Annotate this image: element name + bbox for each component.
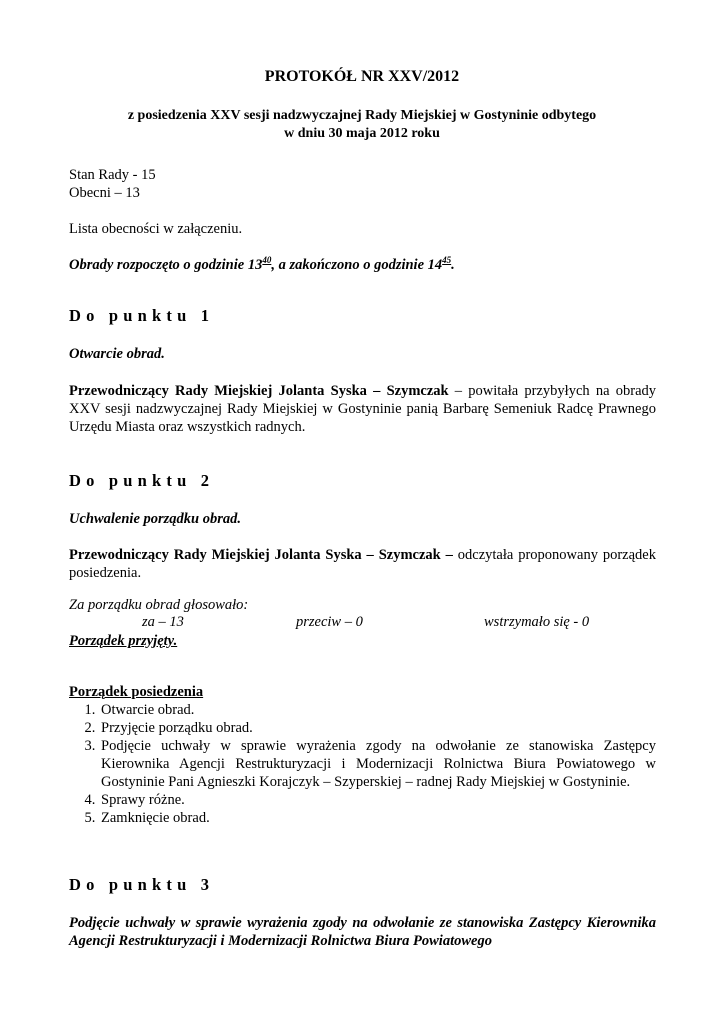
punkt-1-paragraph bbox=[69, 382, 656, 436]
punkt-2-paragraph bbox=[69, 546, 656, 582]
list-item: 3. Podjęcie uchwały w sprawie wyrażenia zgody na odwołanie ze stanowiska Zastępcy Kierownika Agencji Restrukturyzacji i Modernizacji Rolnictwa Biura Powiatowego w Gostyninie Pani Agnieszki Korajczyk – Szyperskiej – radnej Rady Miejskiej w Gostyninie. bbox=[99, 737, 656, 791]
list-item: 1. Otwarcie obrad. bbox=[99, 701, 656, 719]
vote-intro: Za porządku obrad głosowało: bbox=[69, 597, 249, 613]
session-times-text-3: . bbox=[451, 257, 455, 273]
session-times-text-2: , a zakończono o godzinie 14 bbox=[271, 257, 443, 273]
stan-rady: Stan Rady - 15 bbox=[69, 167, 156, 183]
vote-result: Porządek przyjęty. bbox=[69, 633, 178, 649]
subtitle-line-1: z posiedzenia XXV sesji nadzwyczajnej Rady Miejskiej w Gostyninie odbytego bbox=[127, 108, 597, 123]
attendance-note: Lista obecności w załączeniu. bbox=[69, 221, 243, 237]
punkt-2-subtitle: Uchwalenie porządku obrad. bbox=[69, 511, 242, 527]
punkt-1-subtitle: Otwarcie obrad. bbox=[69, 346, 165, 362]
agenda-list bbox=[69, 701, 656, 827]
punkt-1-heading: Do punktu 1 bbox=[69, 306, 215, 325]
end-minutes: 45 bbox=[442, 255, 452, 265]
session-times-text-1: Obrady rozpoczęto o godzinie 13 bbox=[69, 257, 263, 273]
start-minutes: 40 bbox=[262, 255, 272, 265]
obecni: Obecni – 13 bbox=[69, 185, 140, 201]
punkt-3-subtitle: Podjęcie uchwały w sprawie wyrażenia zgody na odwołanie ze stanowiska Zastępcy Kierownika Agencji Restrukturyzacji i Modernizacji Rolnictwa Biura Powiatowego bbox=[69, 915, 656, 949]
subtitle-line-2: w dniu 30 maja 2012 roku bbox=[284, 126, 440, 141]
vote-przeciw: przeciw – 0 bbox=[296, 614, 363, 630]
agenda-title: Porządek posiedzenia bbox=[69, 684, 204, 700]
document-subtitle bbox=[60, 107, 664, 143]
vote-za: za – 13 bbox=[142, 614, 184, 630]
punkt-1-speaker: Przewodniczący Rady Miejskiej Jolanta Syska – Szymczak bbox=[69, 383, 449, 399]
punkt-2-text: odczytała proponowany porządek posiedzenia. bbox=[69, 547, 656, 581]
list-item: 2. Przyjęcie porządku obrad. bbox=[99, 719, 656, 737]
punkt-3-heading: Do punktu 3 bbox=[69, 875, 215, 894]
document-title: PROTOKÓŁ NR XXV/2012 bbox=[264, 68, 460, 85]
punkt-1-text: – powitała przybyłych na obrady XXV sesji nadzwyczajnej Rady Miejskiej w Gostyninie panią Barbarę Semeniuk Radcę Prawnego Urzędu Miasta oraz wszystkich radnych. bbox=[69, 383, 657, 435]
session-times bbox=[69, 256, 656, 274]
punkt-2-heading: Do punktu 2 bbox=[69, 471, 215, 490]
punkt-2-speaker: Przewodniczący Rady Miejskiej Jolanta Syska – Szymczak – bbox=[69, 547, 453, 563]
list-item: 4. Sprawy różne. bbox=[99, 791, 656, 809]
vote-wstrzymalo: wstrzymało się - 0 bbox=[484, 614, 590, 630]
list-item: 5. Zamknięcie obrad. bbox=[99, 809, 656, 827]
council-stats bbox=[69, 166, 656, 202]
